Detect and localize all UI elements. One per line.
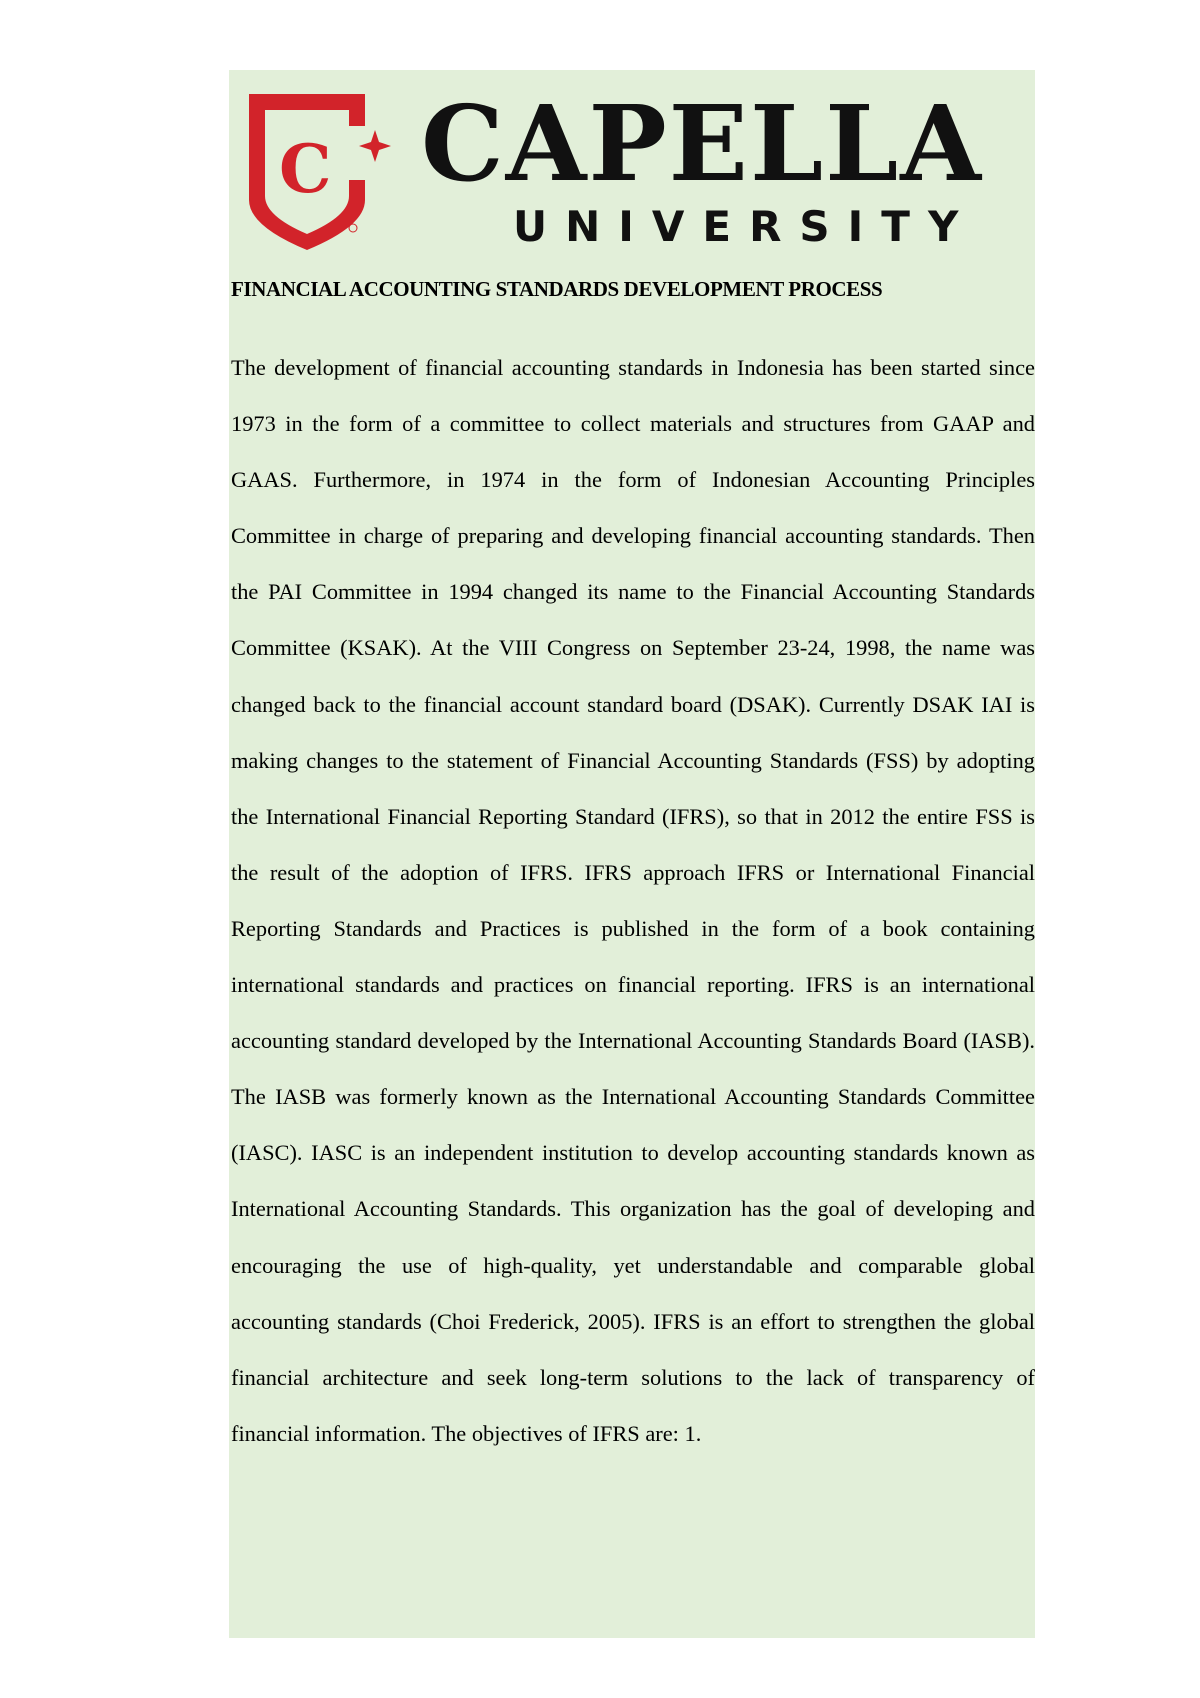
shield-icon [243, 88, 393, 253]
document-title: FINANCIAL ACCOUNTING STANDARDS DEVELOPMENT PROCESS [231, 277, 883, 301]
shield-letter: C [279, 130, 332, 208]
logo-subtitle: UNIVERSITY [513, 202, 977, 251]
capella-university-logo [243, 82, 1023, 258]
document-body-paragraph: The development of financial accounting standards in Indonesia has been started since 1973 in the form of a committee to collect materials and structures from GAAP and GAAS. Furthermore, in 1974 in the form of Indonesian Accounting Principles Committee in charge of preparing and developing financial accounting standards. Then the PAI Committee in 1994 changed its name to the Financial Accounting Standards Committee (KSAK). At the VIII Congress on September 23-24, 1998, the name was changed back to the financial account standard board (DSAK). Currently DSAK IAI is making changes to the statement of Financial Accounting Standards (FSS) by adopting the International Financial Reporting Standard (IFRS), so that in 2012 the entire FSS is the result of the adoption of IFRS. IFRS approach IFRS or International Financial Reporting Standards and Practices is published in the form of a book containing international standards and practices on financial reporting. IFRS is an international accounting standard developed by the International Accounting Standards Board (IASB). The IASB was formerly known as the International Accounting Standards Committee (IASC). IASC is an independent institution to develop accounting standards known as International Accounting Standards. This organization has the goal of developing and encouraging the use of high-quality, yet understandable and comparable global accounting standards (Choi Frederick, 2005). IFRS is an effort to strengthen the global financial architecture and seek long-term solutions to the lack of transparency of financial information. The objectives of IFRS are: 1. [231, 355, 1035, 1446]
logo-wordmark: CAPELLA [421, 82, 983, 205]
